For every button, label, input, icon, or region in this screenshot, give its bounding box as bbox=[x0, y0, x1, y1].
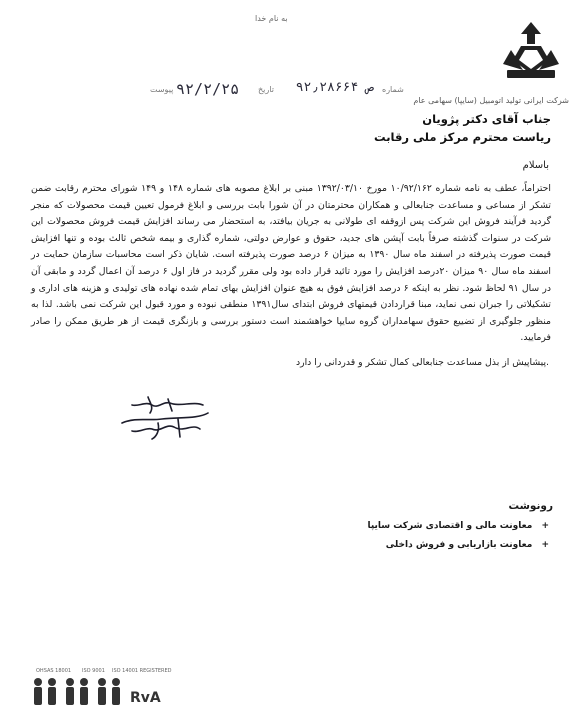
cc-title: رونوشت bbox=[508, 500, 553, 512]
iso14001-cert-text: ISO 14001 REGISTERED bbox=[112, 668, 172, 674]
saipa-logo bbox=[497, 20, 565, 82]
cc-item-label: معاونت بازاریابی و فروش داخلی bbox=[385, 540, 533, 550]
ohsas-cert-text: OHSAS 18001 bbox=[36, 668, 72, 674]
bullet-icon: + bbox=[541, 540, 549, 550]
brand-mark: RvA bbox=[130, 690, 161, 706]
company-name: شرکت ایرانی تولید اتومبیل (سایپا) سهامی عام bbox=[413, 96, 569, 105]
certification-logos bbox=[30, 676, 170, 708]
cc-item bbox=[367, 521, 549, 531]
number-label: شماره bbox=[382, 85, 404, 94]
number-value: ۹۲٫۲۸۶۶۴ ص bbox=[295, 80, 374, 95]
date-value: ۹۲/۲/۲۵ bbox=[176, 80, 240, 98]
recipient-name: جناب آقای دکتر پژویان bbox=[422, 112, 551, 126]
letter-body bbox=[31, 181, 551, 347]
body-paragraph: احتراماً، عطف به نامه شماره ۱۰/۹۲/۱۶۲ مورخ ۱۳۹۲/۰۳/۱۰ مبنی بر ابلاغ مصوبه های شماره ۱۴۸ و ۱۴۹ شورای محترم رقابت ضمن تشکر از مساعی و مساعدت جنابعالی و همکاران محترمتان در آن شورا بابت بررسی و ابلاغ فرمول تعیین قیمت محصولات که منجر گردید فرآیند فروش این شرکت پس ازوقفه ای طولانی به جریان بیافتد، به استحضار می رساند افزایش قیمت فروش محصولات این شرکت در سنوات گذشته صرفاً بابت آپشن های جدید، حقوق و عوارض دولتی، شماره گذاری و بیمه شخص ثالث بوده و تنها افزایش قیمت صورت پذیرفته در اسفند ماه سال ۱۳۹۰ به میزان ۶ درصد صورت پذیرفته است. شایان ذکر است محاسبات سازمان حمایت در اسفند ماه سال ۹۰ میزان ۲۰درصد افزایش را مورد تائید قرار داده بود ولی مقرر گردید در فاز اول ۶ درصد آن اعمال گردد و مابقی آن در سال ۹۱ لحاظ شود. نظر به اینکه ۶ درصد افزایش فوق به هیچ عنوان افزایش بهای تمام شده نهاده های تولیدی و هزینه های اداری و تشکیلاتی را جبران نمی نماید، مبنا قراردادن قیمتهای فروش ابتدای سال۱۳۹۱ منطقی نبوده و مورد قبول این شرکت نمی باشد. لذا به منظور جلوگیری از تضییع حقوق سهامداران گروه سایپا خواهشمند است دستور بررسی و بازنگری قیمت از هر طریق ممکن را صادر فرمایید. bbox=[31, 183, 552, 344]
bismillah-heading: به نام خدا bbox=[255, 14, 288, 23]
iso9001-cert-text: ISO 9001 bbox=[82, 668, 105, 674]
recipient-title: ریاست محترم مرکز ملی رقابت bbox=[374, 130, 551, 144]
cc-item bbox=[386, 540, 549, 550]
letter-meta bbox=[150, 80, 404, 105]
date-label: تاریخ bbox=[258, 85, 274, 94]
bullet-icon: + bbox=[541, 521, 549, 531]
salutation: باسلام bbox=[522, 160, 549, 171]
cc-item-label: معاونت مالی و اقتصادی شرکت سایپا bbox=[367, 521, 533, 531]
attachment-label: پیوست bbox=[150, 85, 174, 94]
closing-thanks: پیشاپیش از بذل مساعدت جنابعالی کمال تشکر و قدردانی را دارد. bbox=[295, 357, 549, 368]
handwritten-signature bbox=[108, 393, 218, 453]
